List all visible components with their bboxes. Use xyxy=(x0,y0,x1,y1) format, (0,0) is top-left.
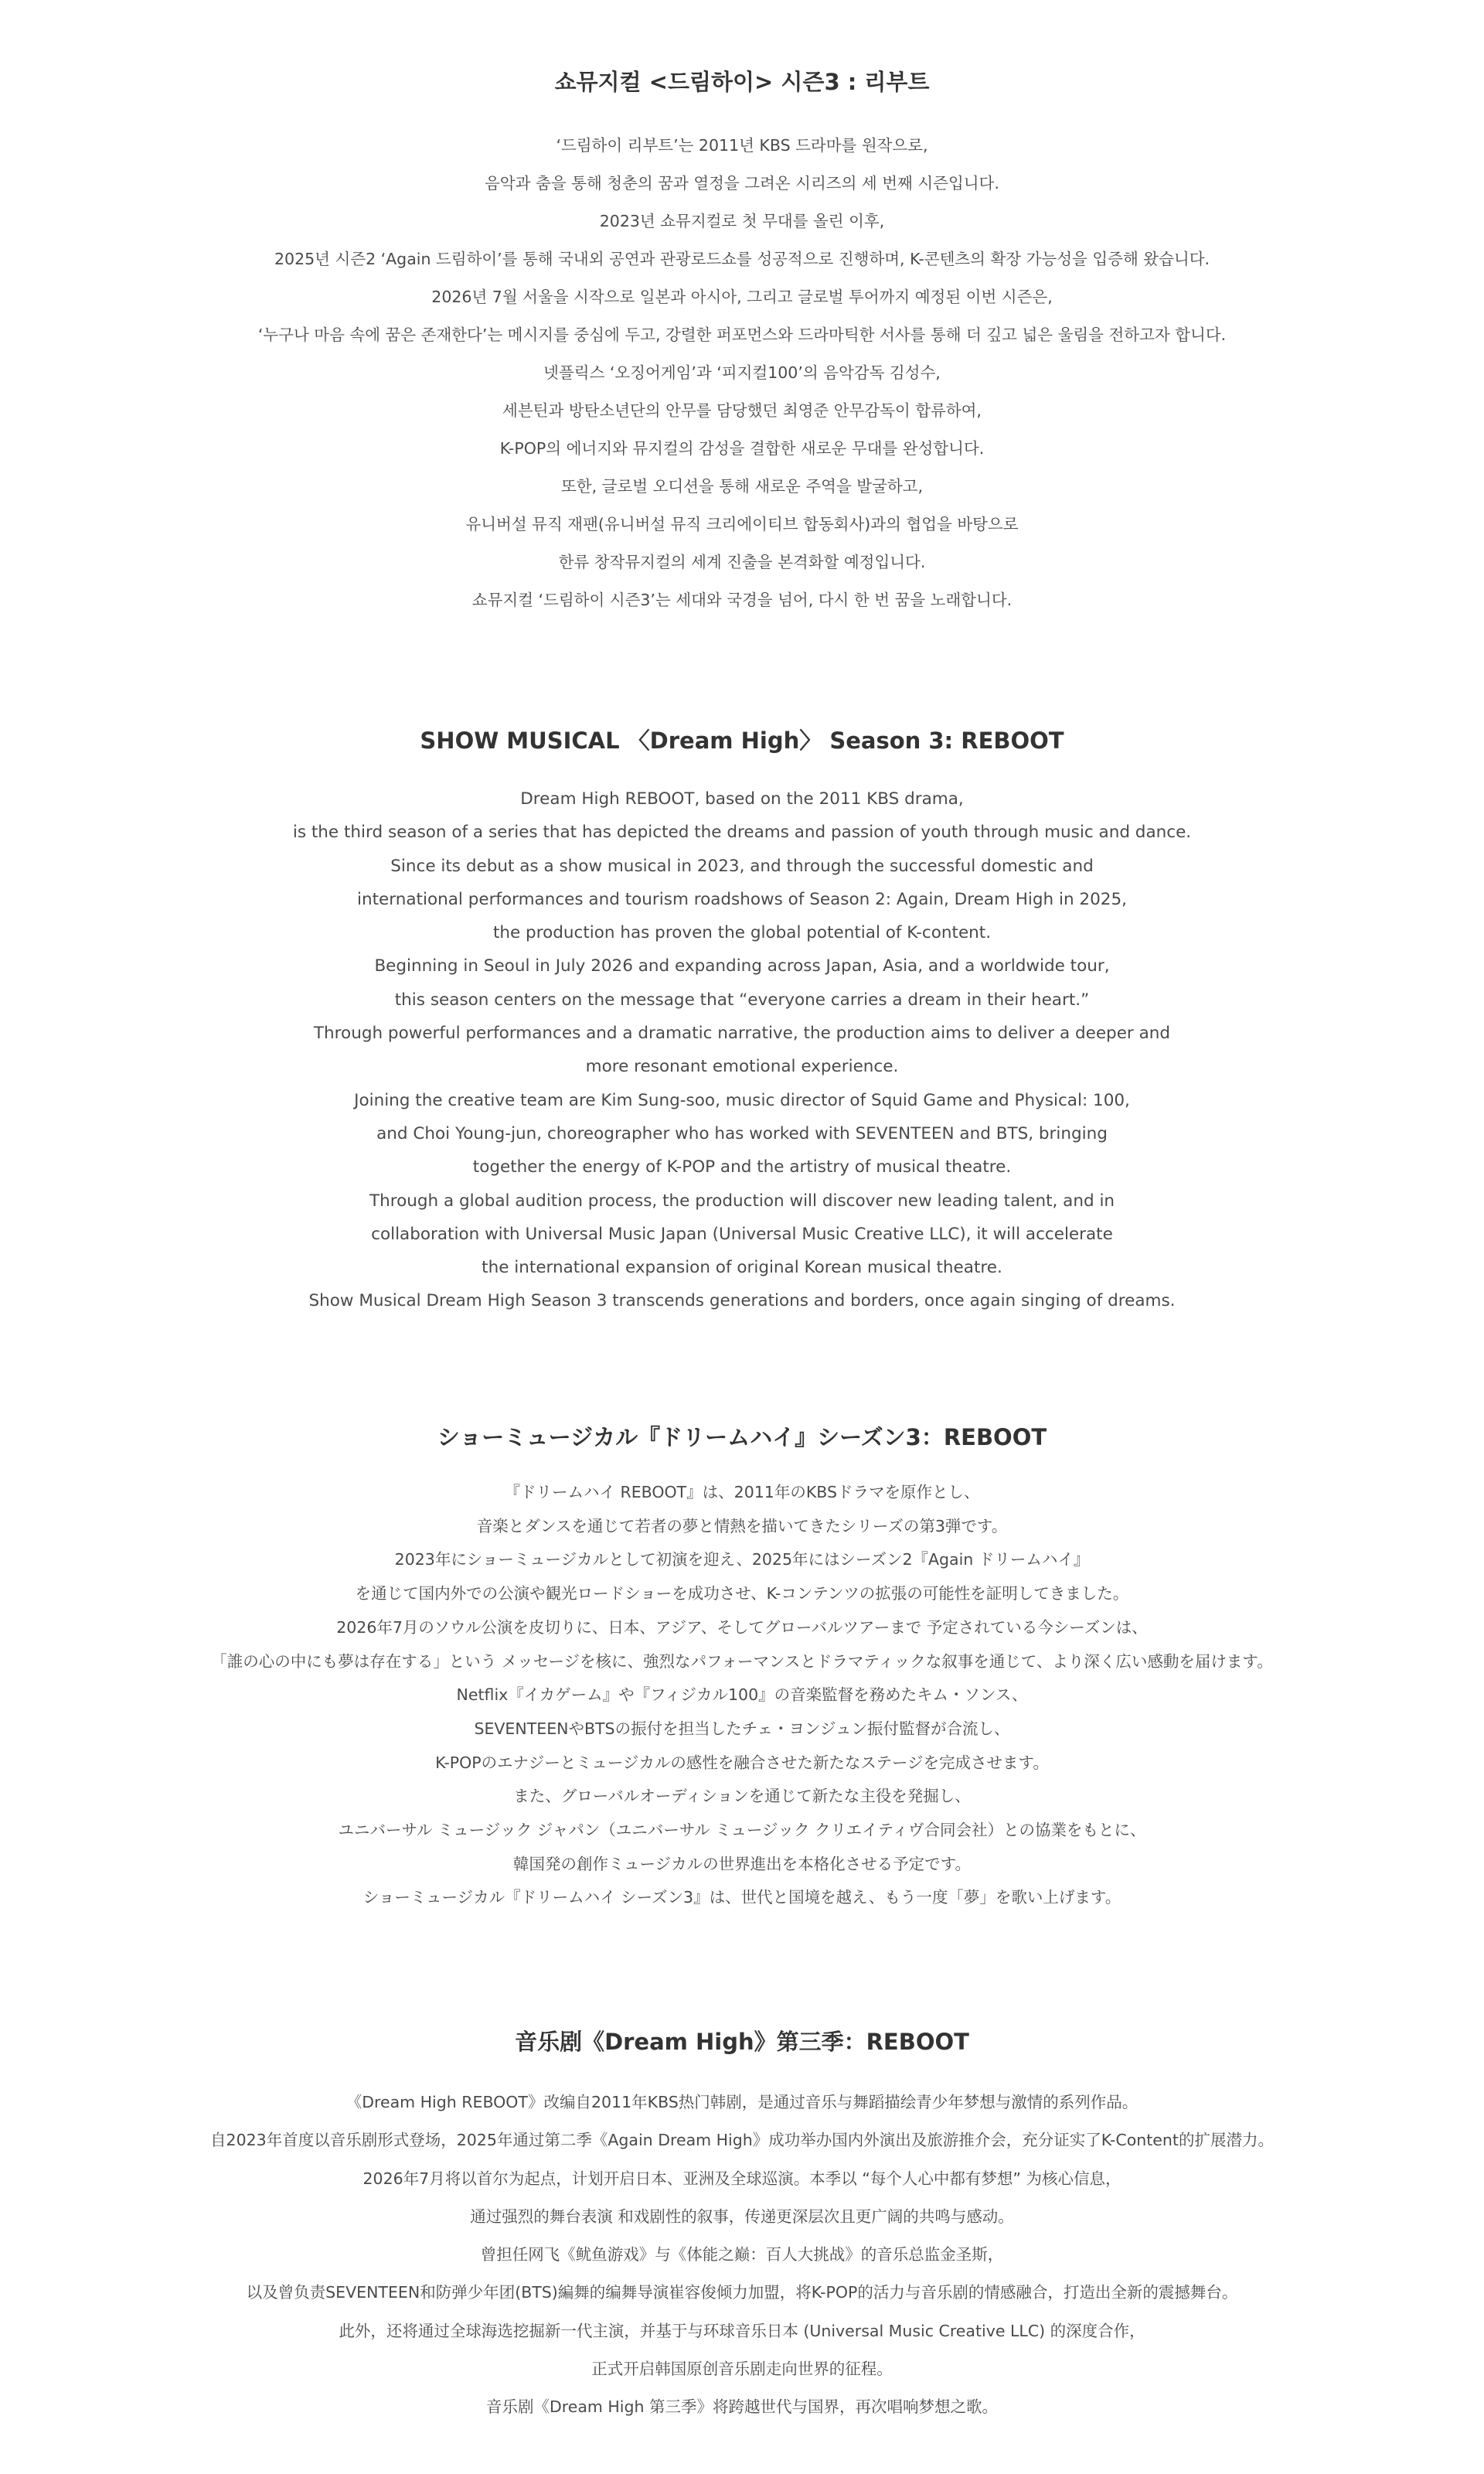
paragraph-line: 2023年にショーミュージカルとして初演を迎え、2025年にはシーズン2『Again ドリームハイ』 xyxy=(394,1550,1090,1569)
paragraph-line: this season centers on the message that “everyone carries a dream in their heart.” xyxy=(394,990,1090,1010)
paragraph-line: 此外，还将通过全球海选挖掘新一代主演，并基于与环球音乐日本 (Universal Music Creative LLC) 的深度合作， xyxy=(339,2321,1145,2340)
paragraph-line: 『ドリームハイ REBOOT』は、2011年のKBSドラマを原作とし、 xyxy=(504,1483,980,1501)
section-body-english xyxy=(0,782,1484,1318)
paragraph-line: 「誰の心の中にも夢は存在する」という メッセージを核に、強烈なパフォーマンスとドラマティックな叙事を通じて、より深く広い感動を届けます。 xyxy=(211,1651,1273,1671)
paragraph-line: 한류 창작뮤지컬의 세계 진출을 본격화할 예정입니다. xyxy=(558,553,926,571)
section-chinese xyxy=(0,2026,1484,2427)
paragraph-line: K-POP의 에너지와 뮤지컬의 감성을 결합한 새로운 무대를 완성합니다. xyxy=(499,439,985,458)
paragraph-line: 音楽とダンスを通じて若者の夢と情熱を描いてきたシリーズの第3弾です。 xyxy=(476,1516,1008,1535)
section-title-english: SHOW MUSICAL 〈Dream High〉 Season 3: REBOOT xyxy=(420,728,1064,754)
paragraph-line: international performances and tourism roadshows of Season 2: Again, Dream High in 2025, xyxy=(357,889,1127,909)
paragraph-line: また、グローバルオーディションを通じて新たな主役を発掘し、 xyxy=(513,1787,971,1806)
paragraph-line: 以及曾负责SEVENTEEN和防弹少年团(BTS)編舞的编舞导演崔容俊倾力加盟，将K-POP的活力与音乐剧的情感融合，打造出全新的震撼舞台。 xyxy=(246,2283,1238,2302)
paragraph-line: 넷플릭스 ‘오징어게임’과 ‘피지컬100’의 음악감독 김성수, xyxy=(543,363,941,382)
paragraph-line: 韓国発の創作ミュージカルの世界進出を本格化させる予定です。 xyxy=(512,1854,972,1873)
section-title-chinese: 音乐剧《Dream High》第三季：REBOOT xyxy=(515,2029,969,2055)
paragraph-line: 曾担任网飞《鱿鱼游戏》与《体能之巅：百人大挑战》的音乐总监金圣斯， xyxy=(480,2245,1004,2264)
paragraph-line: Since its debut as a show musical in 2023, and through the successful domestic and xyxy=(390,856,1094,876)
paragraph-line: 自2023年首度以音乐剧形式登场，2025年通过第二季《Again Dream High》成功举办国内外演出及旅游推介会，充分证实了K-Content的扩展潜力。 xyxy=(210,2131,1274,2150)
paragraph-line: collaboration with Universal Music Japan (Universal Music Creative LLC), it will accelerate xyxy=(371,1224,1113,1244)
paragraph-line: ショーミュージカル『ドリームハイ シーズン3』は、世代と国境を越え、もう一度「夢」を歌い上げます。 xyxy=(362,1888,1122,1907)
paragraph-line: 음악과 춤을 통해 청춘의 꿈과 열정을 그려온 시리즈의 세 번째 시즌입니다. xyxy=(485,174,999,193)
section-body-korean xyxy=(0,127,1484,619)
paragraph-line: 쇼뮤지컬 ‘드림하이 시즌3’는 세대와 국경을 넘어, 다시 한 번 꿈을 노래합니다. xyxy=(471,591,1013,609)
paragraph-line: K-POPのエナジーとミュージカルの感性を融合させた新たなステージを完成させます。 xyxy=(435,1753,1049,1772)
paragraph-line: 正式开启韩国原创音乐剧走向世界的征程。 xyxy=(591,2360,893,2379)
paragraph-line: Beginning in Seoul in July 2026 and expanding across Japan, Asia, and a worldwide tour, xyxy=(374,956,1110,976)
section-body-chinese xyxy=(0,2084,1484,2427)
paragraph-line: 세븐틴과 방탄소년단의 안무를 담당했던 최영준 안무감독이 합류하여, xyxy=(502,401,982,420)
paragraph-line: 2026년 7월 서울을 시작으로 일본과 아시아, 그리고 글로벌 투어까지 예정된 이번 시즌은, xyxy=(431,288,1053,306)
paragraph-line: Through powerful performances and a dramatic narrative, the production aims to deliver a deeper and xyxy=(313,1024,1171,1044)
paragraph-line: ‘드림하이 리부트’는 2011년 KBS 드라마를 원작으로, xyxy=(556,136,928,155)
section-korean xyxy=(0,66,1484,619)
paragraph-line: 2025년 시즌2 ‘Again 드림하이’를 통해 국내외 공연과 관광로드쇼를 성공적으로 진행하며, K-콘텐츠의 확장 가능성을 입증해 왔습니다. xyxy=(274,250,1210,268)
paragraph-line: 2023년 쇼뮤지컬로 첫 무대를 올린 이후, xyxy=(599,212,885,230)
paragraph-line: 또한, 글로벌 오디션을 통해 새로운 주역을 발굴하고, xyxy=(561,477,923,496)
paragraph-line: Dream High REBOOT, based on the 2011 KBS drama, xyxy=(520,789,964,809)
paragraph-line: the production has proven the global potential of K-content. xyxy=(492,923,992,943)
section-title-japanese: ショーミュージカル『ドリームハイ』シーズン3：REBOOT xyxy=(437,1424,1047,1450)
paragraph-line: 《Dream High REBOOT》改编自2011年KBS热门韩剧，是通过音乐与舞蹈描绘青少年梦想与激情的系列作品。 xyxy=(345,2093,1139,2111)
section-japanese xyxy=(0,1422,1484,1915)
paragraph-line: 2026年7月将以首尔为起点，计划开启日本、亚洲及全球巡演。本季以 “每个人心中都有梦想” 为核心信息， xyxy=(362,2169,1122,2188)
paragraph-line: more resonant emotional experience. xyxy=(585,1057,899,1077)
paragraph-line: the international expansion of original Korean musical theatre. xyxy=(482,1258,1002,1278)
section-body-japanese xyxy=(0,1476,1484,1915)
paragraph-line: 유니버설 뮤직 재팬(유니버설 뮤직 크리에이티브 합동회사)과의 협업을 바탕으로 xyxy=(465,515,1019,533)
paragraph-line: Through a global audition process, the production will discover new leading talent, and in xyxy=(369,1191,1115,1211)
paragraph-line: を通じて国内外での公演や観光ロードショーを成功させ、K-コンテンツの拡張の可能性を証明してきました。 xyxy=(355,1584,1129,1603)
paragraph-line: Show Musical Dream High Season 3 transcends generations and borders, once again singing of dreams. xyxy=(308,1291,1176,1311)
paragraph-line: Netflix『イカゲーム』や『フィジカル100』の音楽監督を務めたキム・ソンス、 xyxy=(456,1685,1028,1705)
paragraph-line: SEVENTEENやBTSの振付を担当したチェ・ヨンジュン振付監督が合流し、 xyxy=(474,1719,1010,1738)
section-title-korean: 쇼뮤지컬 <드림하이> 시즌3 : 리부트 xyxy=(554,69,930,95)
paragraph-line: is the third season of a series that has depicted the dreams and passion of youth through music and dance. xyxy=(292,823,1192,843)
paragraph-line: Joining the creative team are Kim Sung-soo, music director of Squid Game and Physical: 100, xyxy=(354,1090,1130,1110)
paragraph-line: ユニバーサル ミュージック ジャパン（ユニバーサル ミュージック クリエイティヴ合同会社）との協業をもとに、 xyxy=(338,1821,1146,1840)
paragraph-line: ‘누구나 마음 속에 꿈은 존재한다’는 메시지를 중심에 두고, 강렬한 퍼포먼스와 드라마틱한 서사를 통해 더 깊고 넓은 울림을 전하고자 합니다. xyxy=(257,325,1227,344)
paragraph-line: together the energy of K-POP and the artistry of musical theatre. xyxy=(472,1157,1012,1177)
section-english xyxy=(0,725,1484,1318)
paragraph-line: 通过强烈的舞台表演 和戏剧性的叙事，传递更深层次且更广阔的共鸣与感动。 xyxy=(470,2206,1014,2226)
paragraph-line: 音乐剧《Dream High 第三季》将跨越世代与国界，再次唱响梦想之歌。 xyxy=(485,2397,999,2417)
paragraph-line: 2026年7月のソウル公演を皮切りに、日本、アジア、そしてグローバルツアーまで 予定されている今シーズンは、 xyxy=(336,1617,1148,1637)
paragraph-line: and Choi Young-jun, choreographer who has worked with SEVENTEEN and BTS, bringing xyxy=(376,1123,1108,1143)
